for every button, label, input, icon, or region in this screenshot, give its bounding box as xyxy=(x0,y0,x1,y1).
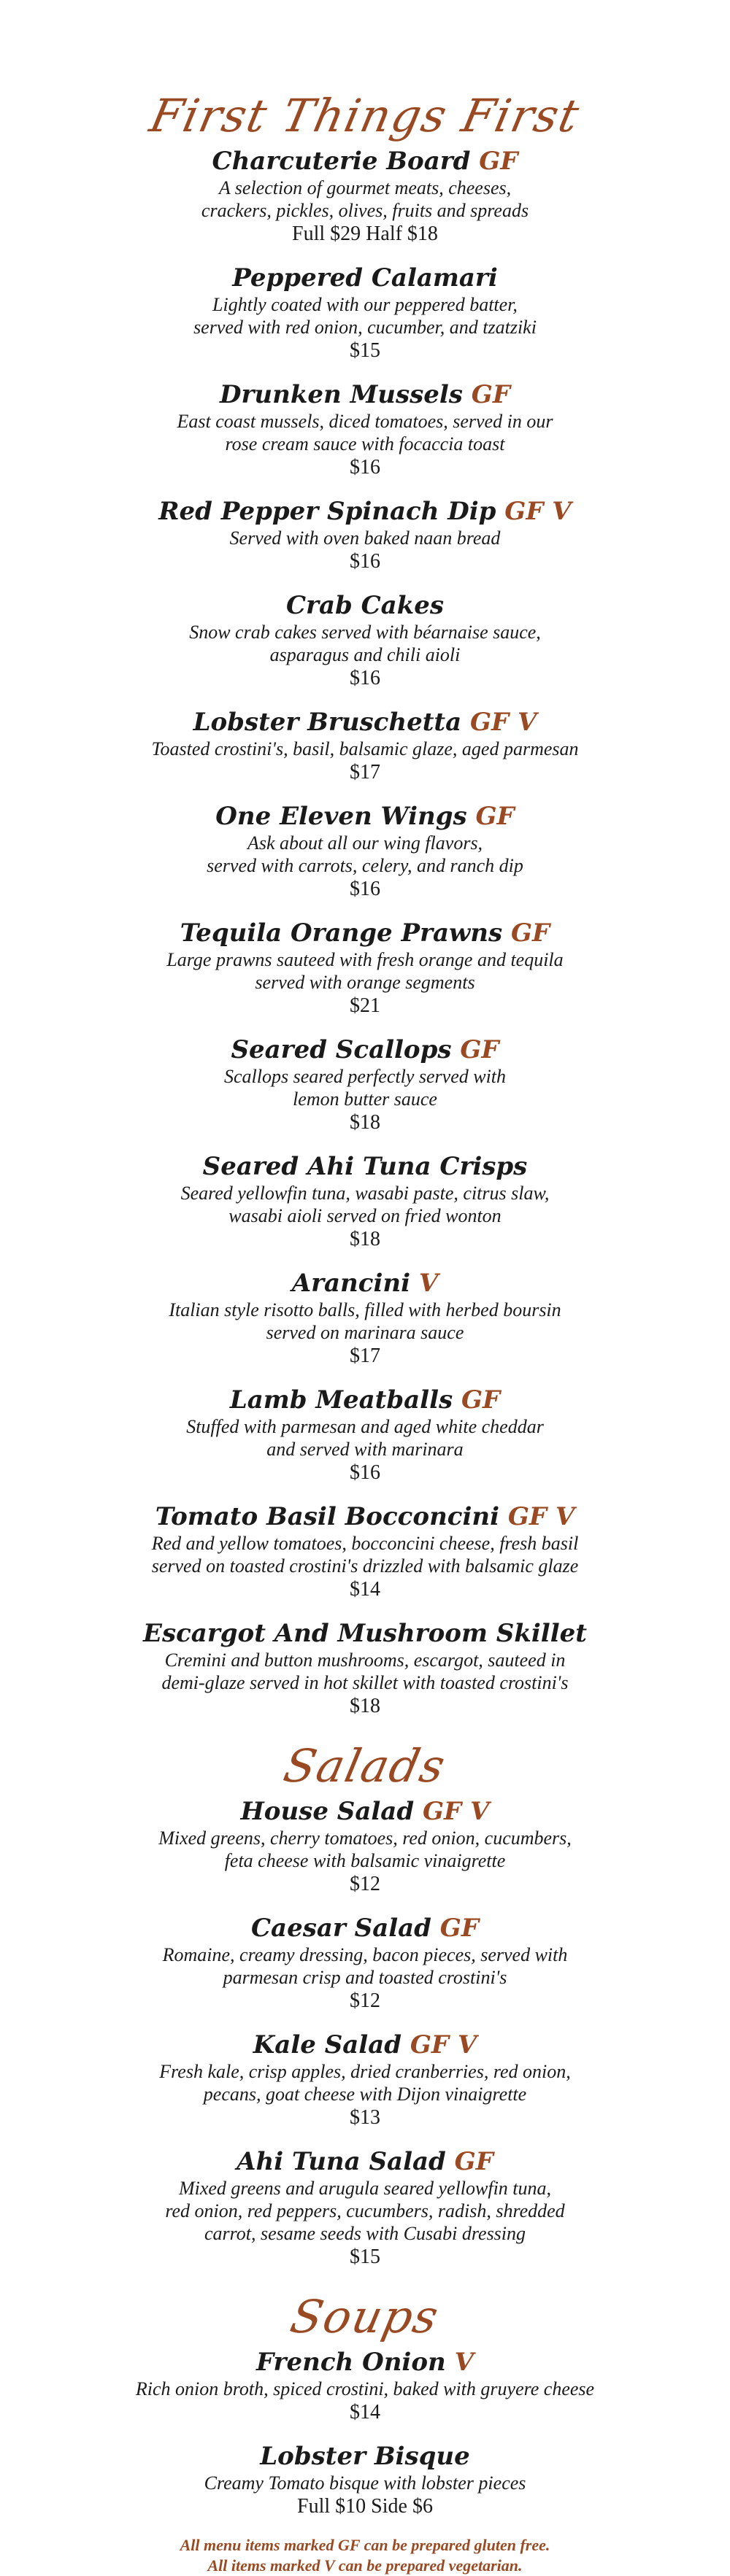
menu-item xyxy=(0,1796,730,1897)
section-first-things-first xyxy=(0,89,730,1719)
item-description: Cremini and button mushrooms, escargot, sauteed in demi-glaze served in hot skillet with toasted crostini's xyxy=(161,1649,569,1693)
menu-item xyxy=(0,2347,730,2425)
item-name: Seared Ahi Tuna Crisps xyxy=(202,1152,528,1181)
item-price: $16 xyxy=(350,456,380,479)
item-description: Mixed greens and arugula seared yellowfin tuna, red onion, red peppers, cucumbers, radish, shredded carrot, sesame seeds with Cusabi dressing xyxy=(165,2178,565,2244)
dietary-tag: GF xyxy=(471,380,510,409)
menu-item xyxy=(0,707,730,785)
item-price: $18 xyxy=(350,1111,380,1134)
item-name: Ahi Tuna Salad xyxy=(237,2147,446,2176)
item-name: Seared Scallops xyxy=(231,1035,452,1064)
section-soups xyxy=(0,2290,730,2519)
item-description: A selection of gourmet meats, cheeses, crackers, pickles, olives, fruits and spreads xyxy=(201,177,529,221)
item-name: Lamb Meatballs xyxy=(229,1385,453,1415)
item-price: $15 xyxy=(350,339,380,362)
item-price: $17 xyxy=(350,761,380,784)
dietary-tag: GF xyxy=(460,1035,499,1064)
item-price: $16 xyxy=(350,667,380,689)
dietary-tag: GF xyxy=(479,147,518,176)
item-description: Toasted crostini's, basil, balsamic glaze, aged parmesan xyxy=(151,738,579,759)
item-description: Served with oven baked naan bread xyxy=(229,527,501,549)
menu-item xyxy=(0,801,730,902)
dietary-tag: GF xyxy=(461,1385,501,1415)
item-price: $16 xyxy=(350,878,380,900)
item-description: Fresh kale, crisp apples, dried cranberries, red onion, pecans, goat cheese with Dijon vinaigrette xyxy=(159,2061,571,2105)
item-description: Creamy Tomato bisque with lobster pieces xyxy=(204,2472,526,2494)
item-price: $17 xyxy=(350,1345,380,1367)
menu-item xyxy=(0,918,730,1018)
menu-item xyxy=(0,2441,730,2519)
item-name: Kale Salad xyxy=(253,2030,402,2059)
dietary-tag: GF V xyxy=(507,1502,575,1531)
menu-item xyxy=(0,1501,730,1602)
item-price: $21 xyxy=(350,994,380,1017)
item-description: Italian style risotto balls, filled with herbed boursin served on marinara sauce xyxy=(169,1299,561,1343)
menu-item xyxy=(0,1151,730,1252)
item-name: Escargot And Mushroom Skillet xyxy=(143,1619,587,1648)
dietary-tag: GF xyxy=(475,802,515,831)
menu-item xyxy=(0,590,730,691)
menu-item xyxy=(0,2146,730,2270)
menu-item xyxy=(0,1034,730,1135)
item-name: Charcuterie Board xyxy=(212,147,471,176)
item-name: Peppered Calamari xyxy=(232,263,498,293)
dietary-tag: GF V xyxy=(410,2030,477,2059)
item-price: Full $10 Side $6 xyxy=(297,2495,433,2518)
item-description: Seared yellowfin tuna, wasabi paste, citrus slaw, wasabi aioli served on fried wonton xyxy=(180,1183,550,1226)
dietary-tag: GF xyxy=(454,2147,493,2176)
item-price: $14 xyxy=(350,2401,380,2424)
item-price: $16 xyxy=(350,550,380,573)
item-description: Ask about all our wing flavors, served with carrots, celery, and ranch dip xyxy=(207,832,523,876)
item-price: Full $29 Half $18 xyxy=(292,223,438,245)
item-name: Drunken Mussels xyxy=(220,380,463,409)
dietary-tag: V xyxy=(454,2348,474,2377)
section-title: First Things First xyxy=(145,89,585,142)
menu-item xyxy=(0,1385,730,1485)
item-price: $14 xyxy=(350,1578,380,1601)
menu-item xyxy=(0,146,730,247)
item-description: East coast mussels, diced tomatoes, served in our rose cream sauce with focaccia toast xyxy=(177,411,553,455)
dietary-tag: GF V xyxy=(504,497,572,526)
item-description: Romaine, creamy dressing, bacon pieces, served with parmesan crisp and toasted crostini's xyxy=(162,1944,568,1988)
section-title: Salads xyxy=(279,1739,451,1792)
item-price: $18 xyxy=(350,1695,380,1717)
footnote-vegetarian: All items marked V can be prepared vegetarian. xyxy=(207,2556,523,2575)
menu-item xyxy=(0,1618,730,1719)
section-salads xyxy=(0,1739,730,2270)
item-name: Caesar Salad xyxy=(251,1914,431,1943)
item-description: Red and yellow tomatoes, bocconcini cheese, fresh basil served on toasted crostini's drizzled with balsamic glaze xyxy=(151,1533,579,1577)
item-description: Large prawns sauteed with fresh orange and tequila served with orange segments xyxy=(166,949,564,993)
item-price: $12 xyxy=(350,1989,380,2012)
dietary-tag: GF V xyxy=(470,708,537,737)
item-name: House Salad xyxy=(240,1797,415,1826)
menu-item xyxy=(0,496,730,574)
item-name: Crab Cakes xyxy=(285,591,445,620)
item-name: Lobster Bisque xyxy=(260,2442,470,2471)
item-price: $15 xyxy=(350,2246,380,2268)
item-price: $18 xyxy=(350,1228,380,1250)
item-name: One Eleven Wings xyxy=(215,802,467,831)
dietary-tag: GF xyxy=(439,1914,479,1943)
item-name: French Onion xyxy=(256,2348,446,2377)
item-name: Tequila Orange Prawns xyxy=(180,918,503,948)
dietary-tag: V xyxy=(418,1269,439,1298)
item-description: Scallops seared perfectly served with lemon butter sauce xyxy=(223,1066,507,1110)
item-description: Lightly coated with our peppered batter, served with red onion, cucumber, and tzatziki xyxy=(193,294,537,338)
menu-item xyxy=(0,2030,730,2130)
item-description: Snow crab cakes served with béarnaise sauce, asparagus and chili aioli xyxy=(189,622,541,665)
footnote-gluten-free: All menu items marked GF can be prepared gluten free. xyxy=(180,2536,550,2554)
item-name: Lobster Bruschetta xyxy=(193,708,462,737)
dietary-tag: GF V xyxy=(422,1797,490,1826)
item-name: Arancini xyxy=(291,1269,411,1298)
dietary-tag: GF xyxy=(511,918,550,948)
item-price: $16 xyxy=(350,1461,380,1484)
item-description: Mixed greens, cherry tomatoes, red onion, cucumbers, feta cheese with balsamic vinaigrette xyxy=(158,1827,572,1871)
section-title: Soups xyxy=(285,2290,445,2343)
menu-item xyxy=(0,1913,730,2014)
item-description: Rich onion broth, spiced crostini, baked with gruyere cheese xyxy=(135,2378,595,2399)
item-name: Tomato Basil Bocconcini xyxy=(155,1502,500,1531)
dietary-footnote xyxy=(0,2535,730,2576)
item-name: Red Pepper Spinach Dip xyxy=(158,497,496,526)
item-price: $12 xyxy=(350,1873,380,1895)
menu-item xyxy=(0,263,730,363)
menu-item xyxy=(0,1268,730,1369)
item-description: Stuffed with parmesan and aged white cheddar and served with marinara xyxy=(186,1416,544,1460)
item-price: $13 xyxy=(350,2106,380,2129)
menu-item xyxy=(0,379,730,480)
